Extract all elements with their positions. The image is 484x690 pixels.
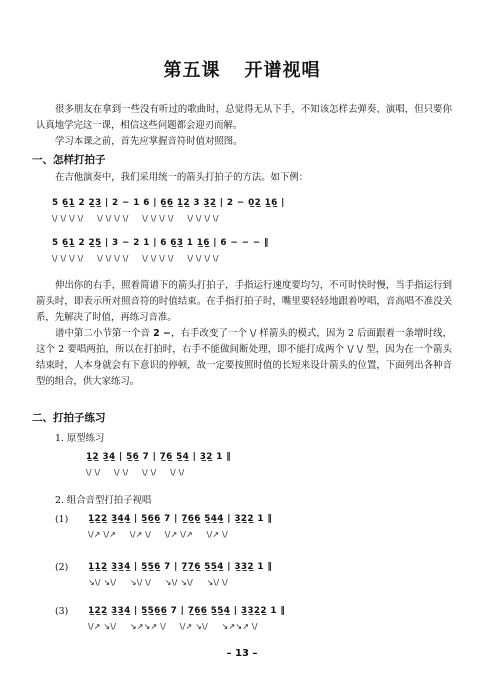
beat-instruction-paragraph: 伸出你的右手，照着简谱下的箭头打拍子，手指运行速度要均匀，不可时快时慢，当手指运行到箭头时，即表示所对照音符的时值结束。在手指打拍子时，嘴里要轻轻地跟着哼唱，音高唱不准没关系，先解决了时值，再练习音准。: [36, 280, 452, 323]
exercise-3-label: (3): [55, 606, 69, 617]
section-heading-practice: 二、打拍子练习: [32, 412, 106, 424]
prototype-score-line: 1̲2̲ 3̲4̲ | 5̲6̲ 7 | 7̲6̲ 5̲4̲ | 3̲2̲ 1 ‖: [86, 452, 232, 462]
lesson-name: 开谱视唱: [244, 60, 321, 81]
section1-lead: 在吉他演奏中，我们采用统一的箭头打拍子的方法。如下例：: [55, 172, 309, 183]
intro-paragraph: 很多朋友在拿到一些没有听过的歌曲时，总觉得无从下手，不知该怎样去弹奏、演唱，但只要你认真地学完这一课，相信这些问题都会迎刃而解。: [36, 104, 452, 131]
example-beat-arrows-1: \/ \/ \/ \/ \/ \/ \/ \/ \/ \/ \/ \/ \/ \/ \/ \/: [52, 214, 219, 223]
tied-note-paragraph: [36, 326, 452, 390]
exercise-1-beat-arrows: \/↗ \/↗ \/↗ \/ \/↗ \/↗ \/↗ \/: [88, 530, 228, 539]
section-heading-beat: 一、怎样打拍子: [32, 154, 106, 166]
exercise-2-score: 1̲1̲2̲ 3̲3̲4̲ | 5̲5̲6̲ 7 | 7̲7̲6̲ 5̲5̲4̲ | 3̲3̲2̲ 1 ‖: [88, 562, 273, 572]
combined-practice-label: 2. 组合音型打拍子视唱: [55, 495, 152, 506]
tied-note-explanation: ，右手改变了一个 \/ 样箭头的模式，因为 2 后面跟着一条增时线，这个 2 要唱两拍，所以在打拍时，右手不能做间断处理，即不能打成两个 \/ \/ 型，因为在一个箭头结束时，人本身就会有下意识的停顿，故一定要按照时值的长短来设计箭头的位置，下面列出各种音型的组合，供大家练习。: [36, 328, 452, 387]
prototype-beat-arrows: \/ \/ \/ \/ \/ \/ \/ \/: [86, 468, 185, 477]
tied-note-example: 2 −: [153, 328, 171, 339]
exercise-2-beat-arrows: ↘\/ ↘\/ ↘\/ \/ ↘\/ ↘\/ ↘\/ \/: [88, 578, 228, 587]
example-score-line-1: 5 6̲1̲ 2 2̲3̲ | 2 − 1 6 | 6̲6̲ 1̲2̲ 3 3̲2̲ | 2 − 0̲2̲ 1̲6̲ |: [52, 198, 285, 208]
page-number: – 13 –: [226, 648, 258, 659]
example-beat-arrows-2: \/ \/ \/ \/ \/ \/ \/ \/ \/ \/ \/ \/ \/ \/ \/ \/: [52, 254, 219, 263]
intro-note: 学习本课之前，首先应掌握音符时值对照图。: [55, 136, 243, 147]
tied-note-lead: 谱中第二小节第一个音: [55, 328, 150, 339]
lesson-number: 第五课: [163, 60, 221, 81]
exercise-1-label: (1): [55, 514, 69, 525]
lesson-title: [0, 56, 484, 82]
exercise-3-beat-arrows: \/↗ ↘\/ ↘↗↘↗ \/ \/↗ ↘\/ ↘↗↘↗ \/: [88, 622, 258, 631]
exercise-2-label: (2): [55, 562, 69, 573]
exercise-1-score: 1̲2̲2̲ 3̲4̲4̲ | 5̲6̲6̲ 7 | 7̲6̲6̲ 5̲4̲4̲ | 3̲2̲2̲ 1 ‖: [88, 514, 273, 524]
exercise-3-score: 1̲2̲2̲ 3̲3̲4̲ | 5̲5̲6̲6̲ 7 | 7̲6̲6̲ 5̲5̲4̲ | 3̲3̲2̲2̲ 1 ‖: [88, 606, 286, 616]
prototype-practice-label: 1. 原型练习: [55, 433, 105, 444]
example-score-line-2: 5 6̲1̲ 2 2̲5̲ | 3 − 2 1 | 6 6̲3̲ 1 1̲6̲ | 6 − − − ‖: [52, 238, 269, 248]
